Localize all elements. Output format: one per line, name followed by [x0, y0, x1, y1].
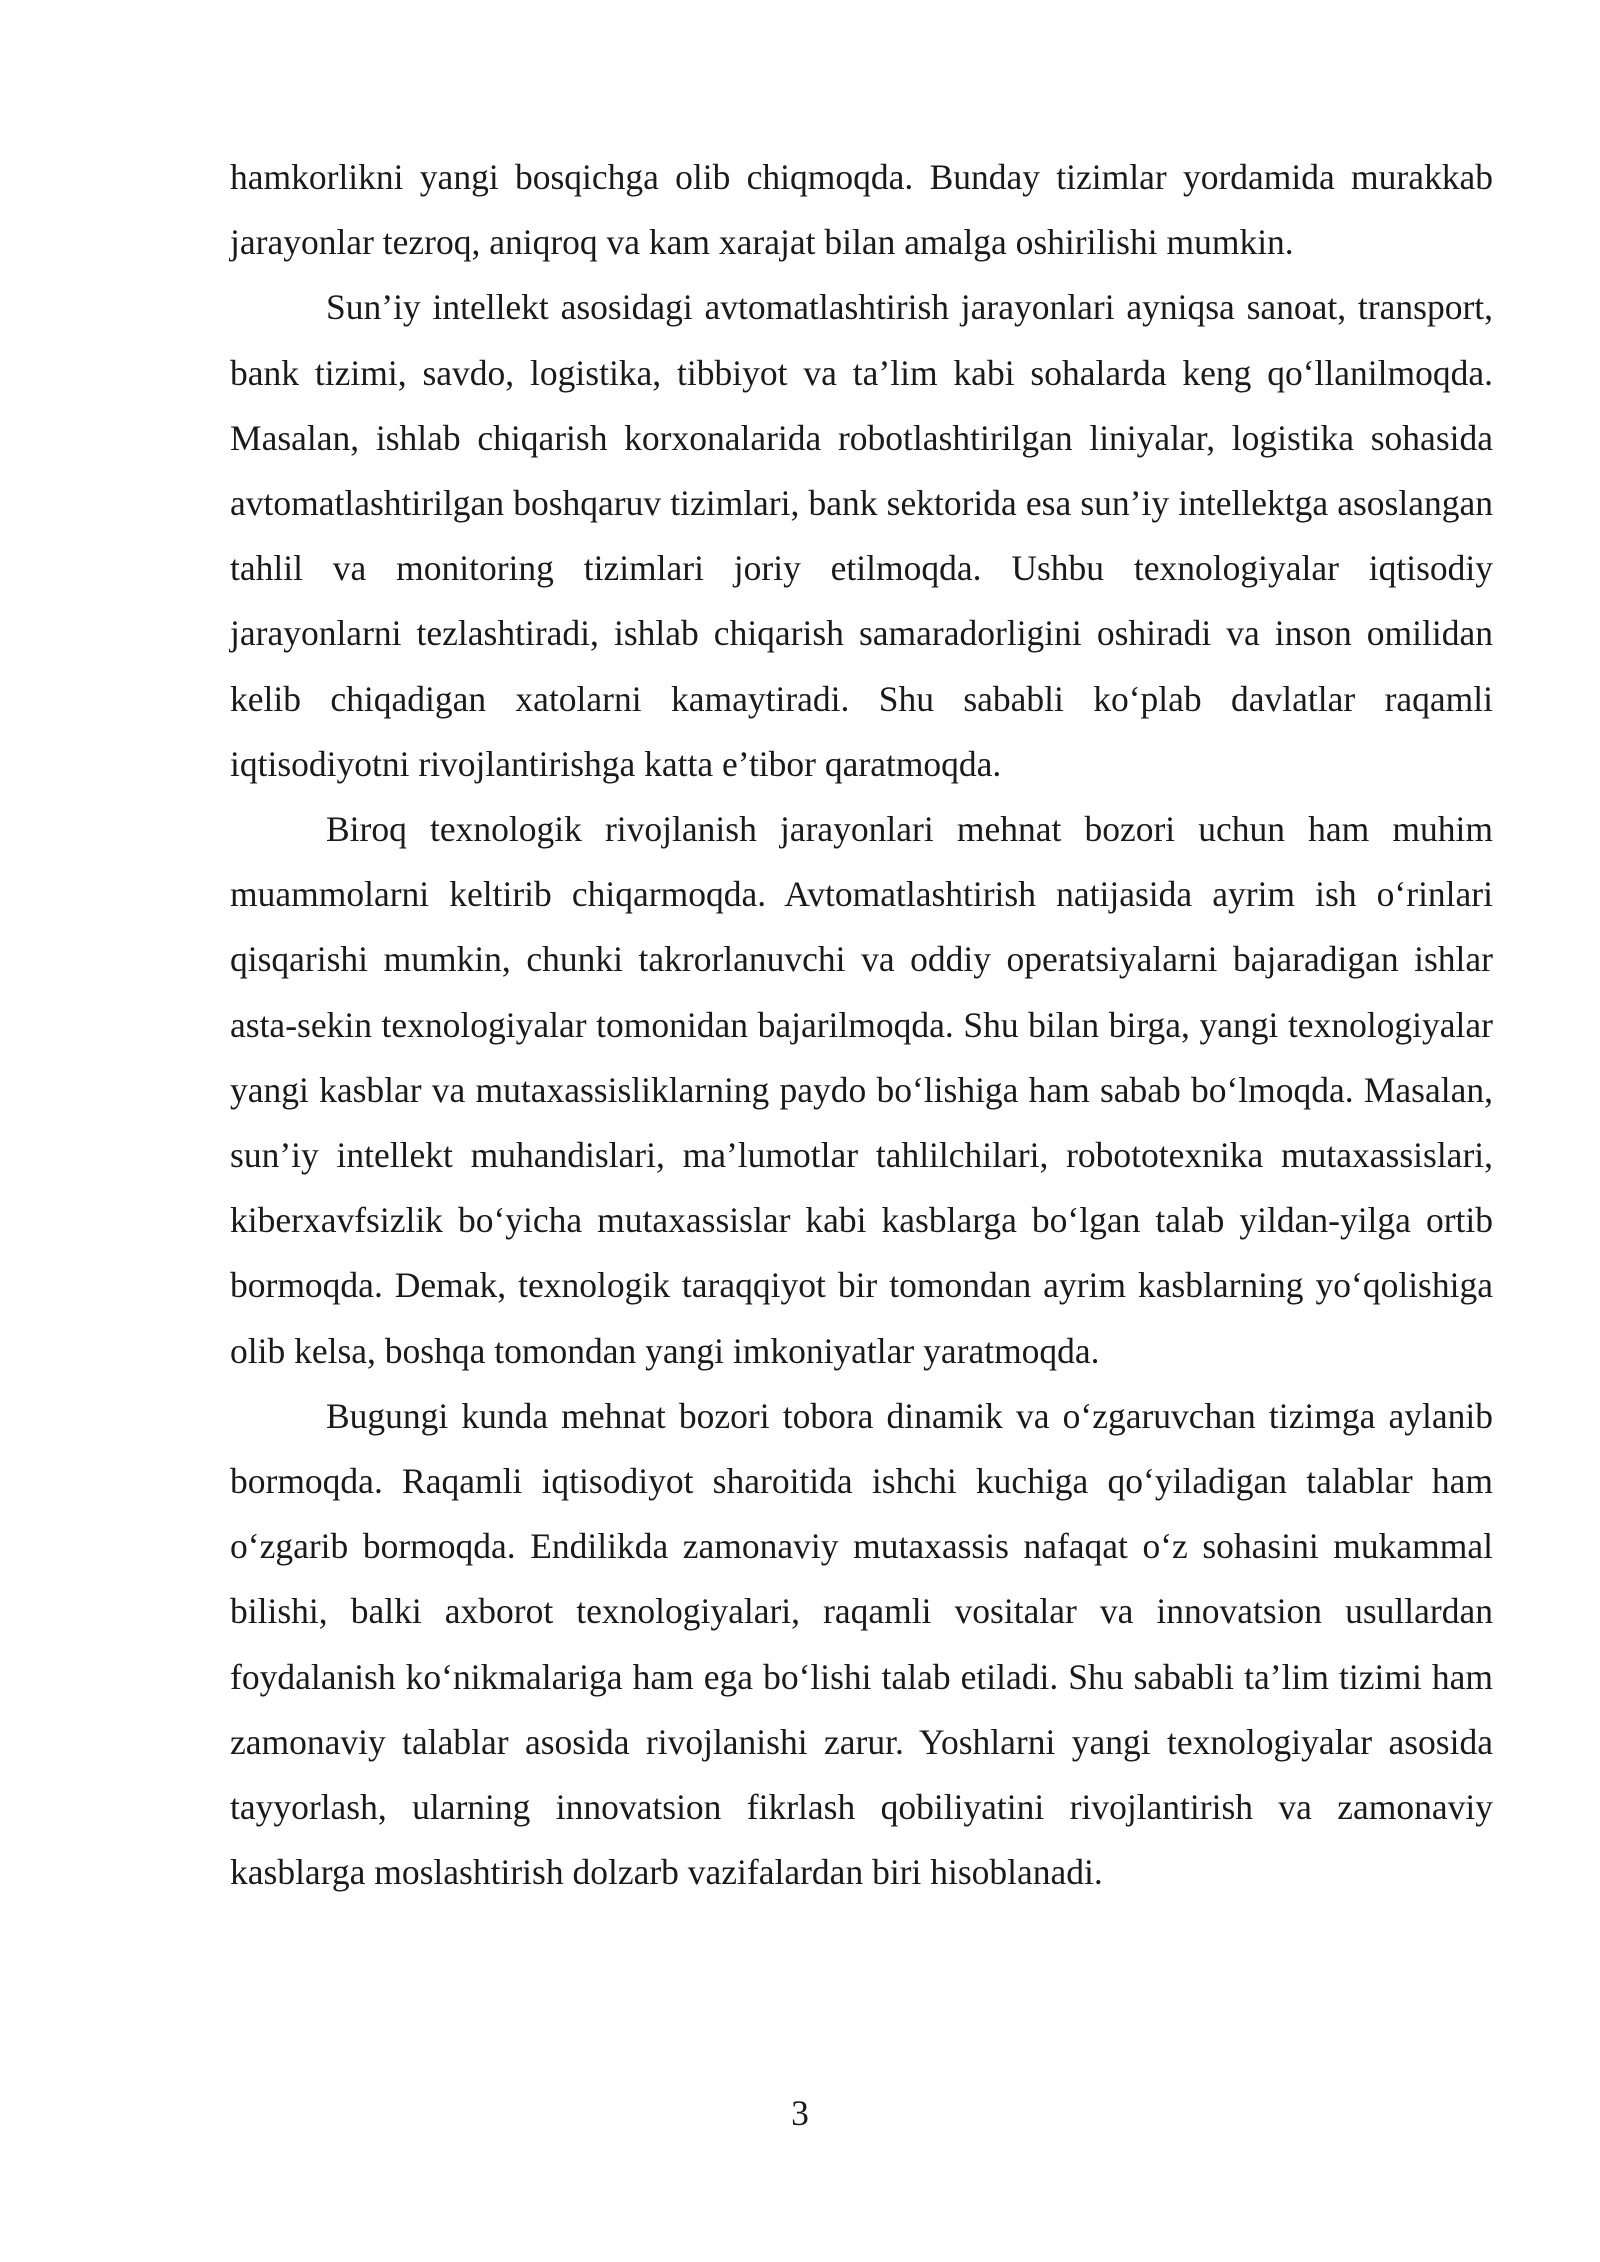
page-number: 3 — [791, 2093, 809, 2133]
paragraph-labor-market-problems: Biroq texnologik rivojlanish jarayonlari mehnat bozori uchun ham muhim muammolarni keltirib chiqarmoqda. Avtomatlashtirish natijasida ayrim ish o‘rinlari qisqarishi mumkin, chunki takrorlanuvchi va oddiy operatsiyalarni bajaradigan ishlar asta-sekin texnologiyalar tomonidan bajarilmoqda. Shu bilan birga, yangi texnologiyalar yangi kasblar va mutaxassisliklarning paydo bo‘lishiga ham sabab bo‘lmoqda. Masalan, sun’iy intellekt muhandislari, ma’lumotlar tahlilchilari, robototexnika mutaxassislari, kiberxavfsizlik bo‘yicha mutaxassislar kabi kasblarga bo‘lgan talab yildan-yilga ortib bormoqda. Demak, texnologik taraqqiyot bir tomondan ayrim kasblarning yo‘qolishiga olib kelsa, boshqa tomondan yangi imkoniyatlar yaratmoqda. — [230, 809, 1493, 1371]
paragraph-continued: hamkorlikni yangi bosqichga olib chiqmoqda. Bunday tizimlar yordamida murakkab jarayonlar tezroq, aniqroq va kam xarajat bilan amalga oshirilishi mumkin. — [230, 157, 1493, 263]
paragraph-dynamic-labor-market: Bugungi kunda mehnat bozori tobora dinamik va o‘zgaruvchan tizimga aylanib bormoqda. Raqamli iqtisodiyot sharoitida ishchi kuchiga qo‘yiladigan talablar ham o‘zgarib bormoqda. Endilikda zamonaviy mutaxassis nafaqat o‘z sohasini mukammal bilishi, balki axborot texnologiyalari, raqamli vositalar va innovatsion usullardan foydalanish ko‘nikmalariga ham ega bo‘lishi talab etiladi. Shu sababli ta’lim tizimi ham zamonaviy talablar asosida rivojlanishi zarur. Yoshlarni yangi texnologiyalar asosida tayyorlash, ularning innovatsion fikrlash qobiliyatini rivojlantirish va zamonaviy kasblarga moslashtirish dolzarb vazifalardan biri hisoblanadi. — [230, 1395, 1493, 1893]
body-text — [230, 145, 1493, 1905]
paragraph-ai-automation: Sun’iy intellekt asosidagi avtomatlashtirish jarayonlari ayniqsa sanoat, transport, bank tizimi, savdo, logistika, tibbiyot va ta’lim kabi sohalarda keng qo‘llanilmoqda. Masalan, ishlab chiqarish korxonalarida robotlashtirilgan liniyalar, logistika sohasida avtomatlashtirilgan boshqaruv tizimlari, bank sektorida esa sun’iy intellektga asoslangan tahlil va monitoring tizimlari joriy etilmoqda. Ushbu texnologiyalar iqtisodiy jarayonlarni tezlashtiradi, ishlab chiqarish samaradorligini oshiradi va inson omilidan kelib chiqadigan xatolarni kamaytiradi. Shu sababli ko‘plab davlatlar raqamli iqtisodiyotni rivojlantirishga katta e’tibor qaratmoqda. — [230, 287, 1493, 784]
